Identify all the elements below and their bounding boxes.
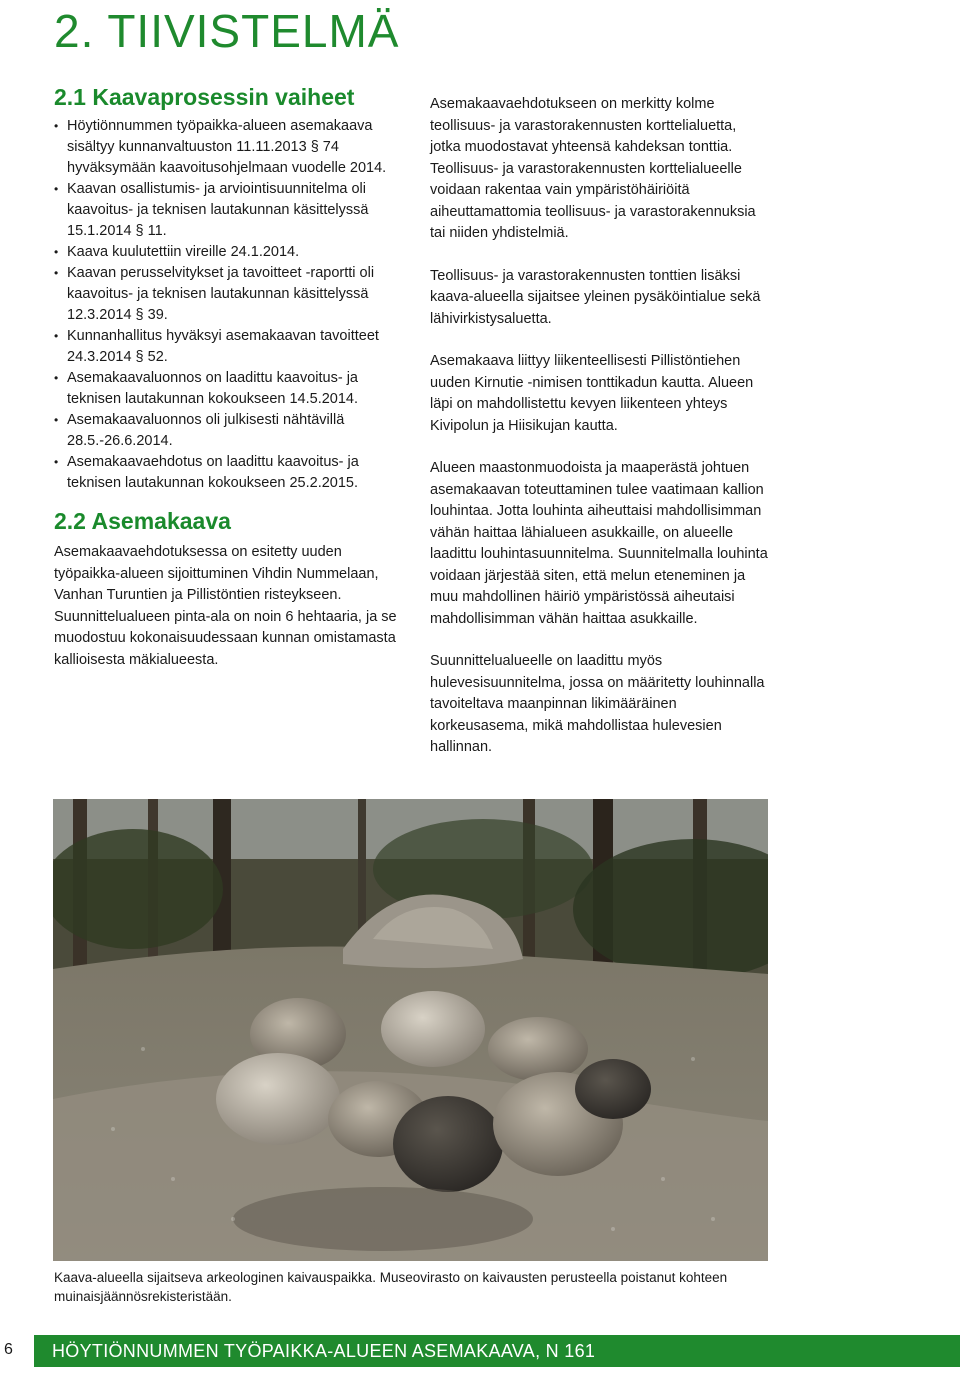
list-item: • Kunnanhallitus hyväksyi asemakaavan tavoitteet 24.3.2014 § 52. [54, 326, 404, 368]
body-paragraph: Suunnittelualueelle on laadittu myös hulevesisuunnitelma, jossa on määritetty louhinnalla tavoiteltava maanpinnan likimääräinen korkeusasema, mikä mahdollistaa hulevesien hallinnan. [430, 653, 765, 755]
body-paragraph: Asemakaava liittyy liikenteellisesti Pillistöntiehen uuden Kirnutie -nimisen tonttikadun kautta. Alueen läpi on mahdollistettu kevyen liikenteen yhteys Kivipolun ja Hiisikujan kautta. [430, 353, 754, 434]
list-item: • Asemakaavaluonnos oli julkisesti nähtävillä 28.5.-26.6.2014. [54, 410, 404, 452]
section-paragraph: Asemakaavaehdotuksessa on esitetty uuden työpaikka-alueen sijoittuminen Vihdin Nummelaan, Vanhan Turuntien ja Pillistöntien risteykseen. Suunnittelualueen pinta-ala on noin 6 hehtaaria, ja se muodostuu kokonaisuudessaan kunnan omistamasta kallioisesta mäkialueesta. [54, 544, 397, 668]
excavation-site-photo [53, 799, 768, 1261]
left-column [54, 82, 404, 671]
footer-bar [34, 1335, 960, 1367]
page-footer [0, 1335, 960, 1367]
section-heading-asemakaava: 2.2 Asemakaava [54, 508, 231, 534]
body-paragraph: Teollisuus- ja varastorakennusten tonttien lisäksi kaava-alueella sijaitsee yleinen pysäköintialue sekä lähivirkistysaluetta. [430, 267, 761, 327]
footer-title: HÖYTIÖNNUMMEN TYÖPAIKKA-ALUEEN ASEMAKAAVA, N 161 [52, 1341, 596, 1361]
right-column [430, 94, 770, 759]
list-item: • Höytiönnummen työpaikka-alueen asemakaava sisältyy kunnanvaltuuston 11.11.2013 § 74 hyväksymään kaavoitusohjelmaan vuodelle 2014. [54, 116, 404, 179]
page-title: 2. TIIVISTELMÄ [54, 5, 400, 57]
list-item: • Kaavan osallistumis- ja arviointisuunnitelma oli kaavoitus- ja teknisen lautakunnan käsittelyssä 15.1.2014 § 11. [54, 179, 404, 242]
body-paragraph: Alueen maastonmuodoista ja maaperästä johtuen asemakaavan toteuttaminen tulee vaatimaan kallion louhintaa. Jotta louhinta aiheuttaisi mahdollisimman vähän haittaa lähialueen asukkaille, on alueelle laadittu louhintasuunnitelma. Suunnitelmalla louhinta voidaan järjestää siten, että melun eteneminen ja muu mahdollinen häiriö ympäristössä aiheutaisi mahdollisimman vähän haittaa asukkaille. [430, 460, 768, 627]
photo-caption: Kaava-alueella sijaitseva arkeologinen kaivauspaikka. Museovirasto on kaivausten perusteella poistanut kohteen muinaisjäännösrekisteristään. [54, 1270, 728, 1304]
list-item: • Kaava kuulutettiin vireille 24.1.2014. [54, 242, 404, 263]
list-item: • Kaavan perusselvitykset ja tavoitteet -raportti oli kaavoitus- ja teknisen lautakunnan käsittelyssä 12.3.2014 § 39. [54, 263, 404, 326]
list-item: • Asemakaavaluonnos on laadittu kaavoitus- ja teknisen lautakunnan kokoukseen 14.5.2014. [54, 368, 404, 410]
section-asemakaava [54, 506, 404, 671]
body-paragraph: Asemakaavaehdotukseen on merkitty kolme teollisuus- ja varastorakennusten korttelialuetta, jotka muodostavat yhteensä kahdeksan tonttia. Teollisuus- ja varastorakennusten korttelialueelle voidaan rakentaa vain ympäristöhäiriöitä aiheuttamattomia teollisuus- ja varastorakennuksia tai niiden yhdistelmiä. [430, 96, 756, 241]
process-steps-list [54, 116, 404, 494]
page-number: 6 [4, 1341, 13, 1358]
list-item: • Asemakaavaehdotus on laadittu kaavoitus- ja teknisen lautakunnan kokoukseen 25.2.2015. [54, 452, 404, 494]
section-heading-process: 2.1 Kaavaprosessin vaiheet [54, 84, 355, 110]
